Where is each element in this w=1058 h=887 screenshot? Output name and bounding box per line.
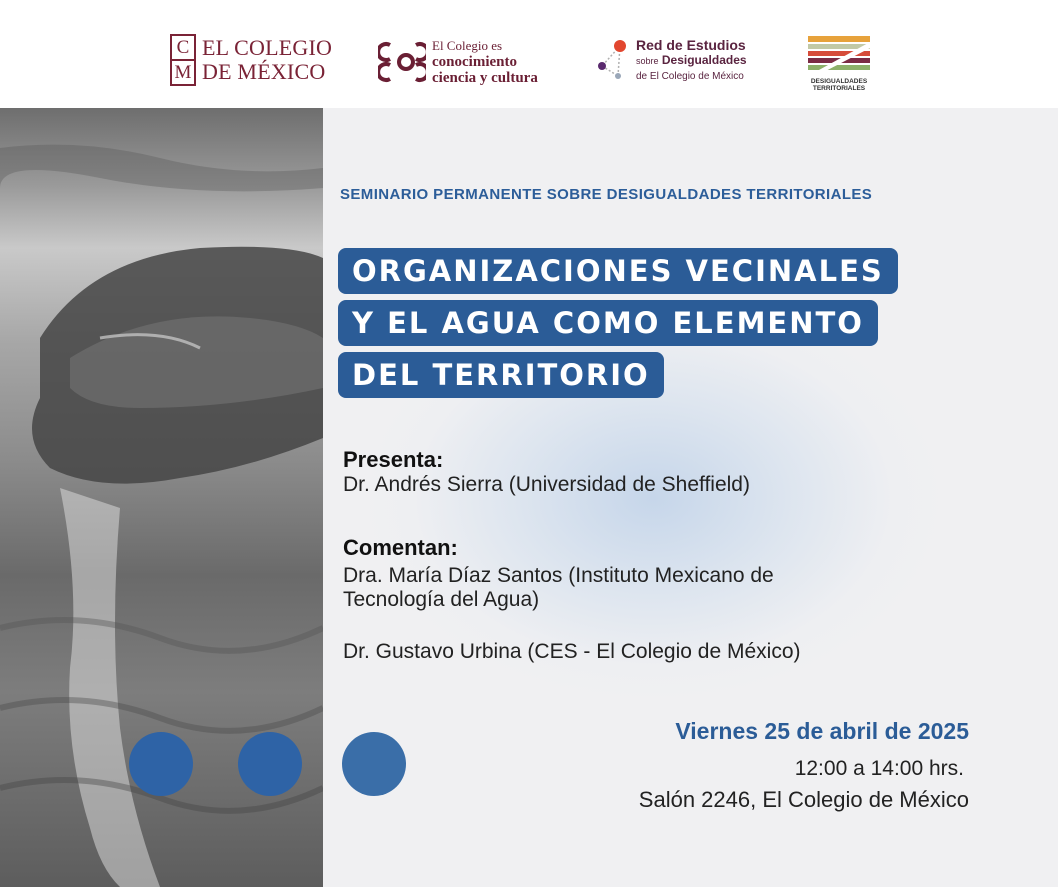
presenter-name: Dr. Andrés Sierra (Universidad de Sheffield): [343, 473, 750, 496]
colegio-name: [202, 36, 332, 84]
title-line-3: DEL TERRITORIO: [338, 352, 664, 398]
commentator-2: Dr. Gustavo Urbina (CES - El Colegio de México): [343, 640, 801, 663]
red-line2-small: sobre: [636, 56, 659, 66]
desigualdades-caption: [806, 78, 872, 92]
event-date: Viernes 25 de abril de 2025: [675, 718, 969, 744]
colegio-line2: DE MÉXICO: [202, 59, 326, 84]
dt-line2: TERRITORIALES: [812, 85, 866, 92]
cm-letter-c: C: [176, 36, 190, 58]
red-estudios-text: [636, 38, 747, 84]
red-line3: de El Colegio de México: [636, 71, 744, 82]
comentan-label: Comentan:: [343, 535, 458, 560]
dt-line1: DESIGUALDADES: [810, 78, 868, 85]
decorative-dot-1: [129, 732, 193, 796]
decorative-dot-2: [238, 732, 302, 796]
title-line-2: Y EL AGUA COMO ELEMENTO: [338, 300, 878, 346]
event-time: 12:00 a 14:00 hrs.: [794, 757, 964, 780]
event-place: Salón 2246, El Colegio de México: [638, 787, 969, 812]
network-nodes-icon: [594, 38, 630, 84]
title-line-1: ORGANIZACIONES VECINALES: [338, 248, 898, 294]
conocimiento-line1: El Colegio es: [432, 38, 503, 53]
conocimiento-line3: ciencia y cultura: [432, 70, 538, 86]
conocimiento-logo: [378, 38, 538, 86]
desigualdades-territoriales-logo: [806, 36, 872, 96]
conocimiento-line2: conocimiento: [432, 54, 517, 70]
conocimiento-text: [432, 38, 538, 86]
red-line2: [636, 53, 747, 69]
presenta-label: Presenta:: [343, 447, 444, 472]
cm-monogram: [170, 34, 196, 86]
commentator-1-line1: Dra. María Díaz Santos (Instituto Mexicano de: [343, 564, 774, 587]
red-line2-main: Desigualdades: [661, 53, 747, 67]
colegio-line1: EL COLEGIO: [202, 35, 333, 60]
red-line1: Red de Estudios: [636, 37, 746, 53]
cm-letter-m: M: [172, 59, 194, 84]
seminar-heading: SEMINARIO PERMANENTE SOBRE DESIGUALDADES TERRITORIALES: [340, 186, 873, 203]
decorative-dot-3: [342, 732, 406, 796]
commentator-1-line2: Tecnología del Agua): [343, 588, 540, 611]
header-bar: [0, 0, 1058, 108]
colegio-de-mexico-logo: [170, 34, 332, 86]
conocimiento-symbol-icon: [378, 41, 426, 83]
stripes-emblem-icon: [806, 36, 872, 76]
red-estudios-logo: [594, 38, 747, 84]
